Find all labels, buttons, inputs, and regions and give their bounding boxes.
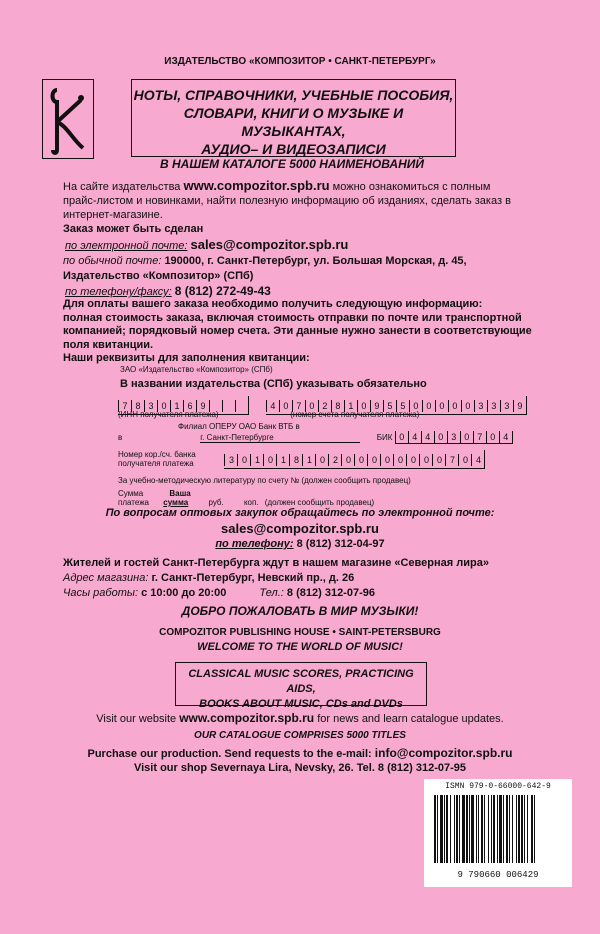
- wholesale-email-link[interactable]: sales@compozitor.spb.ru: [221, 521, 379, 536]
- digit-cell: 0: [357, 400, 370, 412]
- purchase-email-link[interactable]: info@compozitor.spb.ru: [374, 746, 513, 760]
- order-mail-address: 190000, г. Санкт-Петербург, ул. Большая Морская, д. 45,: [164, 255, 467, 267]
- digit-cell: 5: [383, 400, 396, 412]
- intro-suffix: можно ознакомиться с полным: [332, 181, 491, 193]
- digit-cell: 1: [250, 454, 263, 466]
- payment-line3: компанией; порядковый номер счета. Эти данные нужно занести в соответствующие: [63, 325, 532, 337]
- digit-cell: 6: [183, 400, 196, 412]
- digit-cell: 0: [448, 400, 461, 412]
- digit-cell: 7: [118, 400, 131, 412]
- digit-cell: 0: [458, 454, 471, 466]
- order-section: [63, 222, 563, 300]
- sum-label: Сумма: [118, 489, 144, 498]
- digit-cell: 1: [276, 454, 289, 466]
- welcome-ru: ДОБРО ПОЖАЛОВАТЬ В МИР МУЗЫКИ!: [181, 604, 419, 618]
- intro-line2: прайс-листом и новинками, найти полезную информацию об изданиях, сделать заказ в: [63, 195, 511, 207]
- intro-line3: интернет-магазине.: [63, 209, 163, 221]
- kop-label: коп.: [243, 498, 259, 507]
- digit-cell: 3: [144, 400, 157, 412]
- digit-cell: 8: [331, 400, 344, 412]
- catalogue-en: OUR CATALOGUE COMPRISES 5000 TITLES: [194, 730, 406, 741]
- digit-cell: 0: [486, 431, 499, 443]
- wholesale-phone-label: по телефону:: [215, 538, 294, 550]
- digit-cell: 9: [370, 400, 383, 412]
- digit-cell: 0: [461, 400, 474, 412]
- digit-cell: 0: [409, 400, 422, 412]
- digit-cell: 0: [422, 400, 435, 412]
- digit-cell: 0: [460, 431, 473, 443]
- digit-cell: 1: [170, 400, 183, 412]
- shop-ru: [63, 556, 553, 601]
- en-banner-line2: BOOKS ABOUT MUSIC, CDs and DVDs: [199, 698, 403, 710]
- shop-ru-line1: Жителей и гостей Санкт-Петербурга ждут в нашем магазине «Северная лира»: [63, 557, 489, 569]
- digit-cell: 0: [367, 454, 380, 466]
- ru-banner-line1: НОТЫ, СПРАВОЧНИКИ, УЧЕБНЫЕ ПОСОБИЯ,: [133, 87, 454, 103]
- barcode-ismn: ISMN 979-0-66000-642-9: [445, 782, 551, 791]
- digit-cell: 4: [266, 400, 279, 412]
- purchase-prefix: Purchase our production. Send requests to the e-mail:: [87, 748, 372, 760]
- digit-cell: 1: [344, 400, 357, 412]
- digit-cell: 0: [157, 400, 170, 412]
- publisher-en: COMPOZITOR PUBLISHING HOUSE • SAINT-PETERSBURG: [159, 627, 441, 638]
- receipt-purpose: За учебно-методическую литературу по счету № (должен сообщить продавец): [118, 476, 411, 485]
- digit-cell: 8: [131, 400, 144, 412]
- corr-field: [224, 450, 485, 469]
- en-banner-line1: CLASSICAL MUSIC SCORES, PRACTICING AIDS,: [188, 668, 414, 695]
- digit-cell: 9: [513, 400, 526, 412]
- digit-cell: 7: [473, 431, 486, 443]
- intro-prefix: На сайте издательства: [63, 181, 181, 193]
- receipt-company: ЗАО «Издательство «Композитор» (СПб): [120, 365, 273, 374]
- digit-cell: 4: [471, 454, 484, 466]
- payment-section: [63, 298, 553, 366]
- k-logo-icon: [43, 80, 93, 158]
- digit-cell: 0: [315, 454, 328, 466]
- rub-label: руб.: [208, 498, 224, 507]
- payment-line1: Для оплаты вашего заказа необходимо получить следующую информацию:: [63, 298, 483, 310]
- digit-cell: 0: [341, 454, 354, 466]
- digit-cell: 4: [408, 431, 421, 443]
- digit-cell: 0: [434, 431, 447, 443]
- digit-cell: 0: [435, 400, 448, 412]
- digit-cell: 0: [354, 454, 367, 466]
- payment-requisites: Наши реквизиты для заполнения квитанции:: [63, 352, 310, 364]
- bik-field: [395, 431, 513, 444]
- digit-cell: 7: [292, 400, 305, 412]
- ru-banner: [131, 79, 456, 157]
- purchase-line: [0, 746, 600, 760]
- visit-suffix: for news and learn catalogue updates.: [317, 713, 504, 725]
- digit-cell: 5: [396, 400, 409, 412]
- sum-word: Ваша: [169, 489, 191, 498]
- order-title: Заказ может быть сделан: [63, 223, 204, 235]
- wholesale-phone-line: [0, 538, 600, 550]
- receipt-mandatory: В названии издательства (СПб) указывать обязательно: [120, 378, 427, 390]
- intro-text: [63, 179, 563, 222]
- visit-website-link[interactable]: www.compozitor.spb.ru: [179, 711, 315, 725]
- order-phone-label: по телефону/факсу:: [65, 286, 172, 298]
- en-banner: [175, 662, 427, 710]
- welcome-en: WELCOME TO THE WORLD OF MUSIC!: [197, 641, 403, 653]
- ru-banner-line2: СЛОВАРИ, КНИГИ О МУЗЫКЕ И МУЗЫКАНТАХ,: [183, 105, 404, 139]
- digit-cell: 0: [380, 454, 393, 466]
- digit-cell: 0: [393, 454, 406, 466]
- bik-label: БИК: [376, 433, 393, 442]
- shop-address-label: Адрес магазина:: [63, 572, 149, 584]
- digit-cell: 7: [445, 454, 458, 466]
- website-link[interactable]: www.compozitor.spb.ru: [183, 178, 330, 193]
- bank-name: Филиал ОПЕРУ ОАО Банк ВТБ в: [178, 422, 300, 431]
- barcode-digits: 9 790660 006429: [457, 870, 539, 880]
- shop-address: г. Санкт-Петербург, Невский пр., д. 26: [151, 572, 355, 584]
- order-mail-line2: Издательство «Композитор» (СПб): [63, 270, 254, 282]
- barcode-panel: [424, 779, 572, 887]
- payment-line2: полная стоимость заказа, включая стоимость отправки по почте или транспортной: [63, 311, 522, 324]
- digit-cell: 9: [196, 400, 209, 412]
- bank-prefix: в: [118, 433, 123, 442]
- digit-cell: 4: [421, 431, 434, 443]
- inn-caption: (ИНН получателя платежа): [118, 410, 219, 419]
- digit-cell: 0: [279, 400, 292, 412]
- digit-cell: 0: [406, 454, 419, 466]
- digit-cell: 8: [289, 454, 302, 466]
- ru-banner-line3: АУДИО– И ВИДЕОЗАПИСИ: [201, 141, 386, 157]
- catalog-ru: В НАШЕМ КАТАЛОГЕ 5000 НАИМЕНОВАНИЙ: [160, 157, 425, 171]
- shop-tel: 8 (812) 312-07-96: [286, 587, 375, 599]
- visit-prefix: Visit our website: [96, 713, 177, 725]
- digit-cell: 3: [500, 400, 513, 412]
- digit-cell: 0: [263, 454, 276, 466]
- publisher-logo: [42, 79, 94, 159]
- bank-city: г. Санкт-Петербурге: [200, 433, 360, 443]
- order-email-link[interactable]: sales@compozitor.spb.ru: [190, 237, 349, 252]
- shop-en: Visit our shop Severnaya Lira, Nevsky, 26. Tel. 8 (812) 312-07-95: [133, 762, 466, 774]
- digit-cell: 0: [305, 400, 318, 412]
- shop-hours: с 10:00 до 20:00: [141, 587, 227, 599]
- digit-cell: 0: [419, 454, 432, 466]
- shop-tel-label: Тел.:: [259, 587, 284, 599]
- payment-label: платежа: [118, 498, 150, 507]
- digit-cell: 1: [302, 454, 315, 466]
- digit-cell: 0: [237, 454, 250, 466]
- digit-cell: 3: [224, 454, 237, 466]
- shop-hours-label: Часы работы:: [63, 587, 139, 599]
- barcode-icon: [424, 791, 572, 867]
- publisher-header: ИЗДАТЕЛЬСТВО «КОМПОЗИТОР • САНКТ-ПЕТЕРБУРГ»: [164, 56, 436, 67]
- digit-cell: 2: [328, 454, 341, 466]
- order-email-label: по электронной почте:: [65, 240, 188, 252]
- wholesale-title: По вопросам оптовых закупок обращайтесь по электронной почте:: [105, 507, 495, 519]
- digit-cell: 4: [499, 431, 512, 443]
- visit-line: [0, 711, 600, 725]
- sum-word2: сумма: [163, 498, 189, 507]
- receipt-form: [118, 396, 523, 507]
- digit-cell: 0: [432, 454, 445, 466]
- digit-cell: 3: [487, 400, 500, 412]
- corr-label: Номер кор./сч. банка получателя платежа: [118, 450, 196, 468]
- digit-cell: 0: [395, 431, 408, 443]
- wholesale-phone: 8 (812) 312-04-97: [296, 538, 385, 550]
- payment-line4: поля квитанции.: [63, 338, 154, 351]
- digit-cell: 3: [474, 400, 487, 412]
- digit-cell: 2: [318, 400, 331, 412]
- order-phone: 8 (812) 272-49-43: [174, 284, 271, 298]
- order-mail-label: по обычной почте:: [63, 255, 162, 267]
- account-caption: (номер счета получателя платежа): [290, 410, 420, 419]
- receipt-note: (должен сообщить продавец): [264, 498, 375, 507]
- digit-cell: 3: [447, 431, 460, 443]
